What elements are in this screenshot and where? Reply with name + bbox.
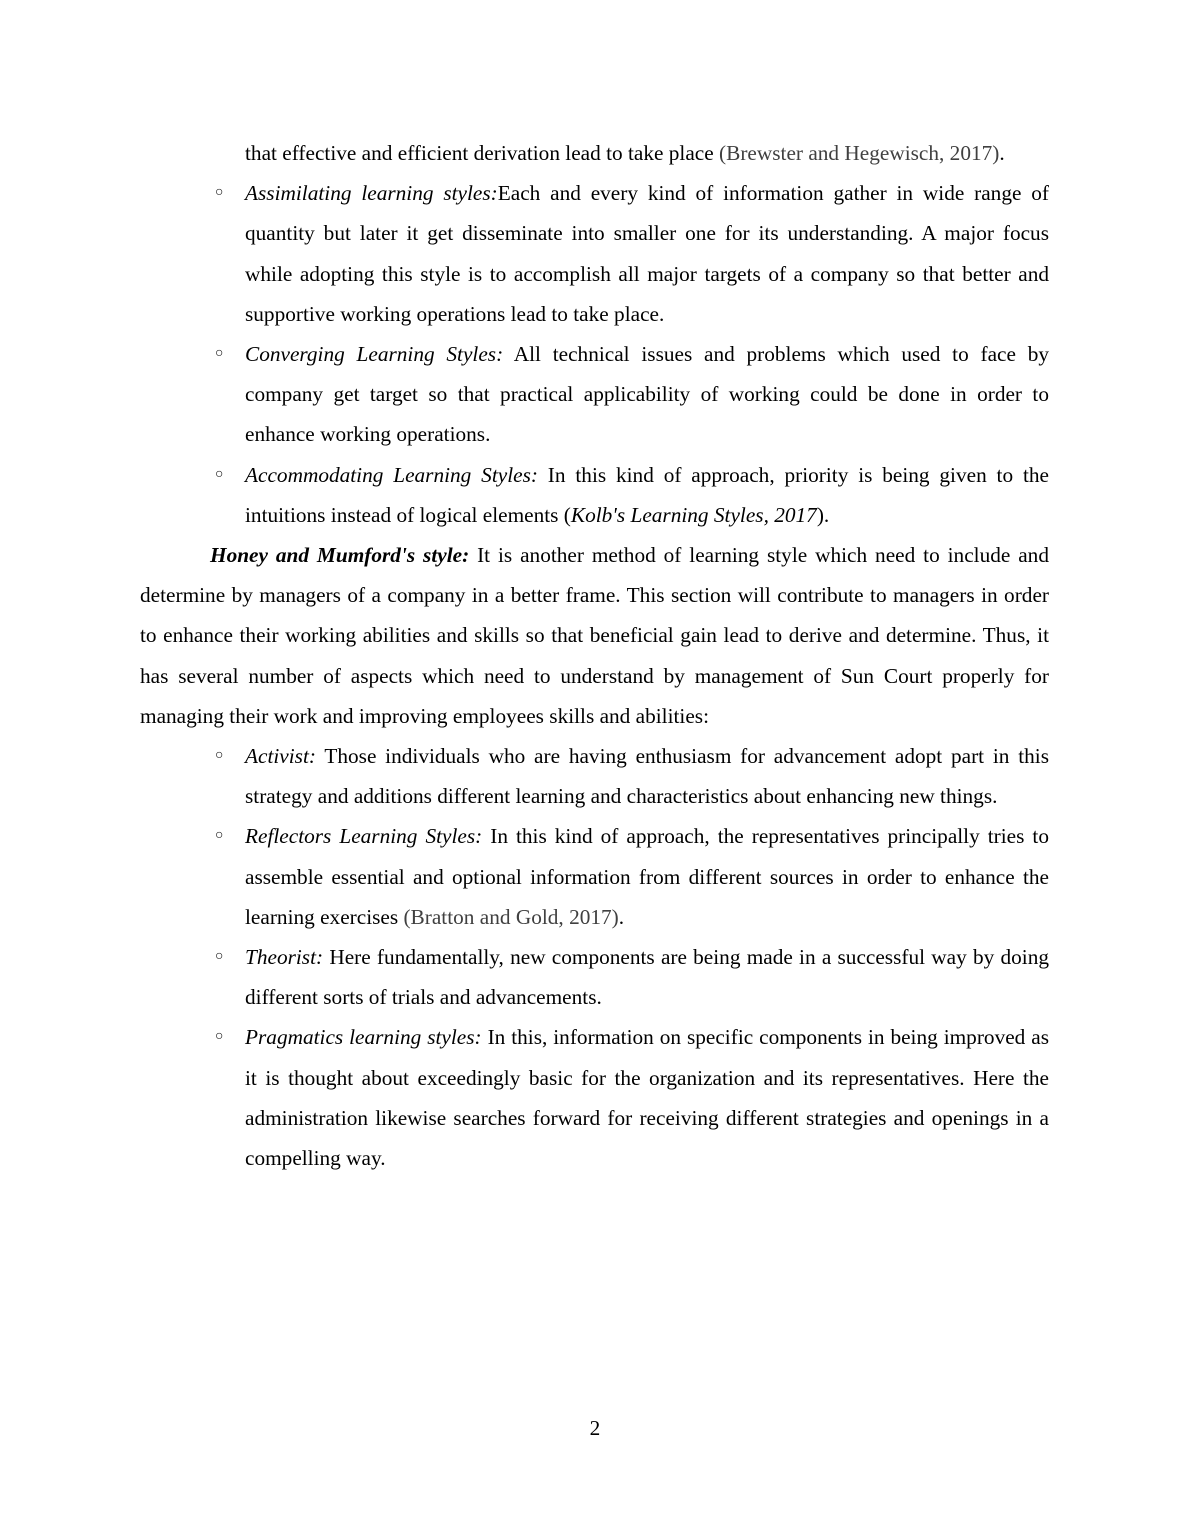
citation: (Brewster and Hegewisch, 2017) — [719, 141, 1000, 165]
list-item: ○ Reflectors Learning Styles: In this kind of approach, the representatives principally tries to assemble essential and optional information from different sources in order to enhance the learning exercises (Bratton and Gold, 2017). — [245, 816, 1049, 937]
honey-mumford-paragraph: Honey and Mumford's style: It is another method of learning style which need to include and determine by managers of a company in a better frame. This section will contribute to managers in order to enhance their working abilities and skills so that beneficial gain lead to derive and determine. Thus, it has several number of aspects which need to understand by management of Sun Court properly for managing their work and improving employees skills and abilities: — [140, 543, 1049, 728]
bullet-icon: ○ — [215, 346, 224, 362]
page-number: 2 — [589, 1416, 601, 1440]
honey-list — [140, 736, 1049, 1178]
list-item: ○ Activist: Those individuals who are having enthusiasm for advancement adopt part in this strategy and additions different learning and characteristics about enhancing new things. — [245, 736, 1049, 816]
citation: Kolb's Learning Styles, 2017 — [570, 502, 817, 527]
bullet-icon: ○ — [215, 1029, 224, 1045]
list-item: ○ Theorist: Here fundamentally, new components are being made in a successful way by doing different sorts of trials and advancements. — [245, 937, 1049, 1017]
list-item: ○ Assimilating learning styles:Each and every kind of information gather in wide range of quantity but later it get disseminate into smaller one for its understanding. A major focus while adopting this style is to accomplish all major targets of a company so that better and supportive working operations lead to take place. — [245, 173, 1049, 334]
bullet-icon: ○ — [215, 828, 224, 844]
bullet-icon: ○ — [215, 185, 224, 201]
list-item: ○ Converging Learning Styles: All technical issues and problems which used to face by company get target so that practical applicability of working could be done in order to enhance working operations. — [245, 334, 1049, 455]
bullet-icon: ○ — [215, 949, 224, 965]
bullet-icon: ○ — [215, 748, 224, 764]
citation: (Bratton and Gold, 2017) — [403, 904, 619, 929]
list-item: ○ Pragmatics learning styles: In this, information on specific components in being improved as it is thought about exceedingly basic for the organization and its representatives. Here the administration likewise searches forward for receiving different strategies and openings in a compelling way. — [245, 1017, 1049, 1178]
list-item: ○ Accommodating Learning Styles: In this kind of approach, priority is being given to the intuitions instead of logical elements (Kolb's Learning Styles, 2017). — [245, 455, 1049, 535]
continuation-paragraph: that effective and efficient derivation lead to take place (Brewster and Hegewisch, 2017). — [245, 141, 1005, 165]
kolb-list — [140, 173, 1049, 535]
document-body — [140, 133, 1049, 1178]
bullet-icon: ○ — [215, 466, 224, 482]
